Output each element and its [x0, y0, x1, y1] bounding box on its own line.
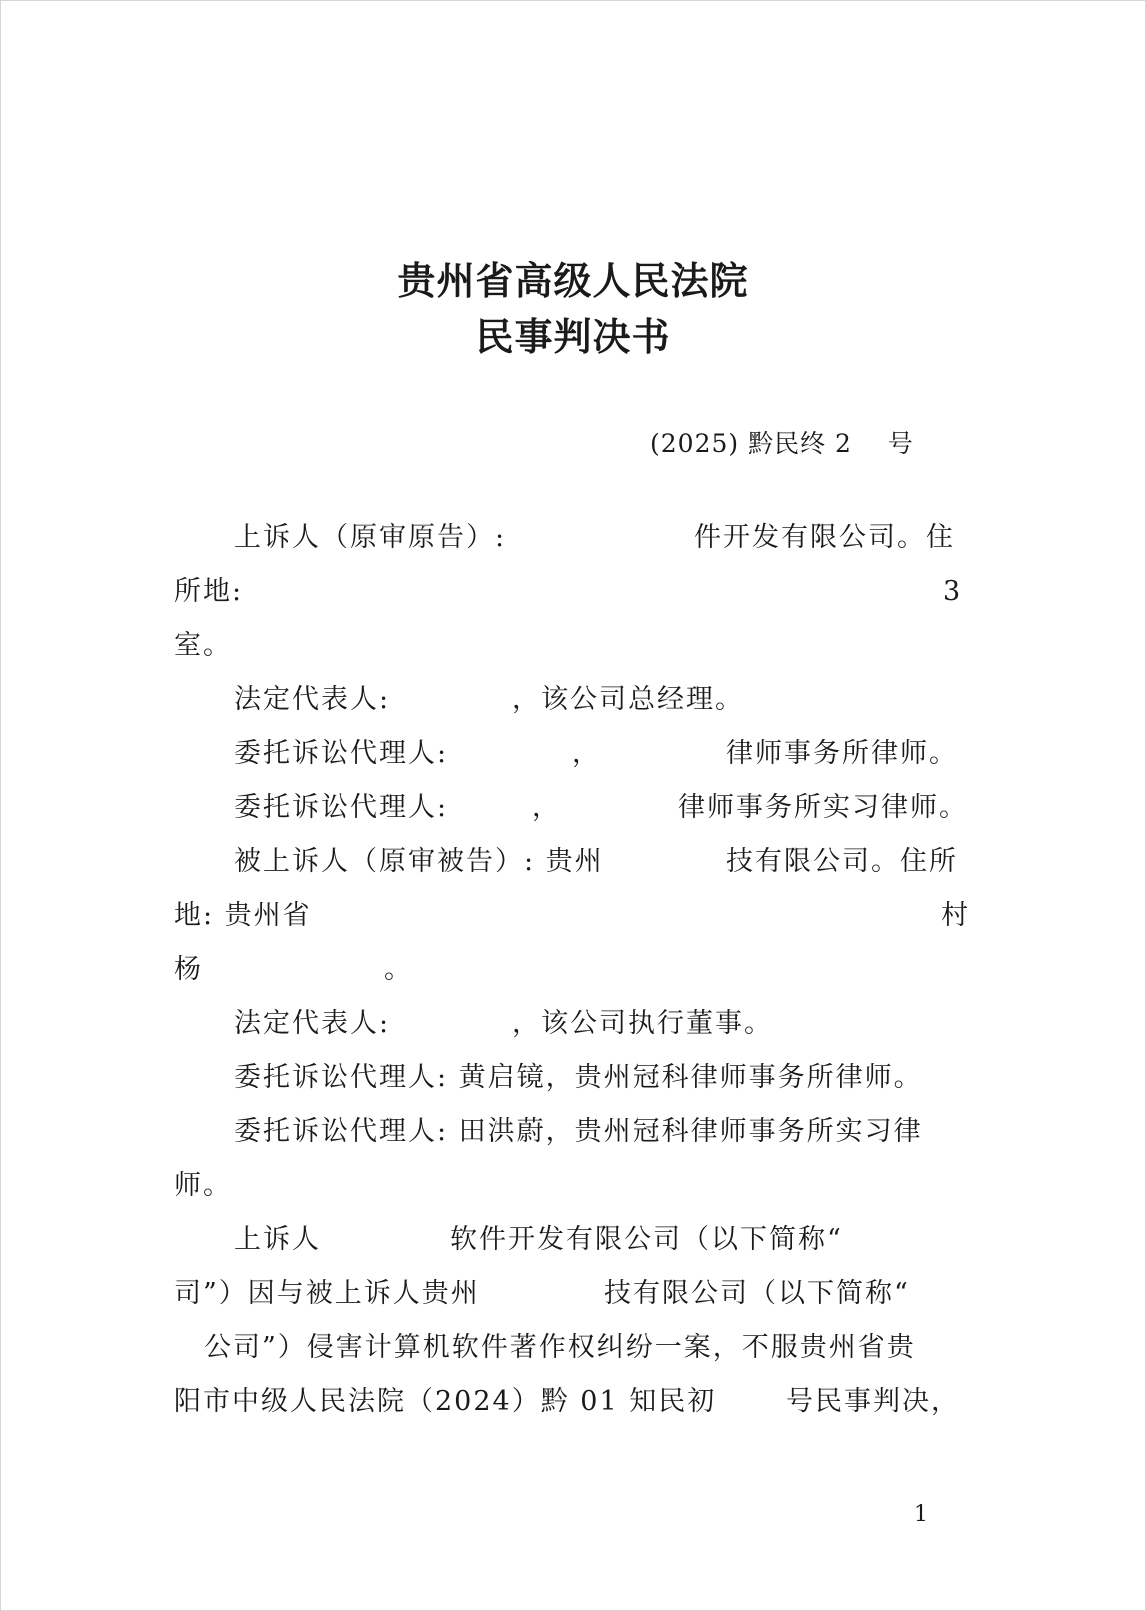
case-intro-appellee-tail: 技有限公司（以下简称“ — [604, 1278, 910, 1309]
appellee-agent2-end: 师。 — [174, 1170, 232, 1201]
appellee-address-tail: 村 — [941, 900, 970, 931]
appellee-agent1: 委托诉讼代理人: 黄启镜，贵州冠科律师事务所律师。 — [234, 1062, 923, 1093]
case-intro-start: 上诉人 — [234, 1224, 321, 1255]
appellee-address-label: 地: 贵州省 — [174, 900, 312, 931]
case-intro-first-instance: 阳市中级人民法院（2024）黔 01 知民初 — [174, 1386, 717, 1417]
appellee-legal-rep-label: 法定代表人: — [234, 1008, 391, 1039]
appellant-agent1-comma: ， — [572, 738, 601, 769]
case-intro-appellant: 软件开发有限公司（以下简称“ — [450, 1224, 843, 1255]
appellee-address-end: 。 — [384, 954, 413, 985]
appellant-legal-rep-label: 法定代表人: — [234, 684, 391, 715]
page-number: 1 — [914, 1502, 928, 1527]
appellant-label: 上诉人（原审原告）: — [234, 522, 507, 553]
appellant-agent2-comma: ， — [532, 792, 561, 823]
case-number: (2025) 黔民终 2 号 — [650, 429, 914, 458]
document-type-title: 民事判决书 — [475, 314, 671, 359]
case-intro-judgment: 号民事判决， — [786, 1386, 960, 1417]
case-intro-dispute: 公司”）侵害计算机软件著作权纠纷一案，不服贵州省贵 — [204, 1332, 916, 1363]
case-intro-appellee: 司”）因与被上诉人贵州 — [174, 1278, 480, 1309]
appellant-address-label: 所地: — [174, 576, 244, 607]
appellee-agent2: 委托诉讼代理人: 田洪蔚，贵州冠科律师事务所实习律 — [234, 1116, 923, 1147]
appellant-agent1-label: 委托诉讼代理人: — [234, 738, 449, 769]
appellant-address-end: 室。 — [174, 630, 232, 661]
appellant-agent2-firm: 律师事务所实习律师。 — [678, 792, 968, 823]
appellant-agent1-firm: 律师事务所律师。 — [726, 738, 958, 769]
appellant-address-tail: 3 — [943, 576, 963, 607]
appellant-name-tail: 件开发有限公司。住 — [694, 522, 955, 553]
appellant-legal-rep-title: ，该公司总经理。 — [512, 684, 744, 715]
appellant-agent2-label: 委托诉讼代理人: — [234, 792, 449, 823]
appellee-legal-rep-title: ，该公司执行董事。 — [512, 1008, 773, 1039]
court-name-title: 贵州省高级人民法院 — [397, 258, 749, 303]
appellee-name-tail: 技有限公司。住所 — [726, 846, 958, 877]
appellee-address-line3: 杨 — [174, 954, 203, 985]
appellee-label: 被上诉人（原审被告）: 贵州 — [234, 846, 604, 877]
